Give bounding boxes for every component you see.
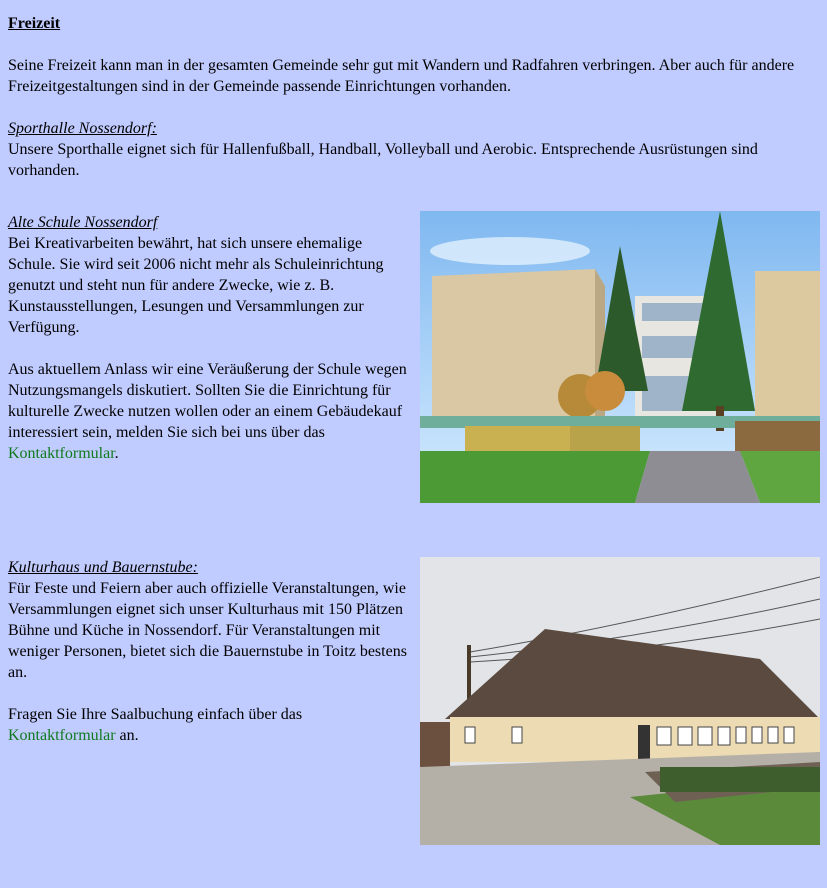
intro-paragraph: Seine Freizeit kann man in der gesamten Gemeinde sehr gut mit Wandern und Radfahren verbringen. Aber auch für andere Freizeitgestaltungen sind in der Gemeinde passende Einrichtungen vorhanden.	[8, 57, 795, 95]
kultur-contact-link[interactable]: Kontaktformular	[8, 727, 116, 744]
page-title: Freizeit	[8, 15, 61, 32]
section-sporthalle	[8, 118, 788, 181]
sporthalle-text: Unsere Sporthalle eignet sich für Hallenfußball, Handball, Volleyball und Aerobic. Entsprechende Ausrüstungen sind vorhanden.	[8, 141, 758, 179]
sporthalle-heading: Sporthalle Nossendorf:	[8, 120, 157, 137]
schule-paragraph-1: Bei Kreativarbeiten bewährt, hat sich unsere ehemalige Schule. Sie wird seit 2006 nicht mehr als Schuleinrichtung genutzt und steht nun für andere Zwecke, wie z. B. Kunstausstellungen, Lesungen und Versammlungen zur Verfügung.	[8, 235, 384, 336]
schule-paragraph-2-text: Aus aktuellem Anlass wir eine Veräußerung der Schule wegen Nutzungsmangels diskutiert. Sollten Sie die Einrichtung für kulturelle Zwecke nutzen wollen oder an einem Gebäudekauf interessiert sein, melden Sie sich bei uns über das	[8, 361, 407, 441]
kultur-paragraph-2-text: Fragen Sie Ihre Saalbuchung einfach über das	[8, 706, 303, 723]
schule-heading: Alte Schule Nossendorf	[8, 214, 158, 231]
kultur-paragraph-1	[8, 578, 413, 683]
kulturhaus-photo	[420, 557, 820, 845]
kultur-paragraph-2-end: an.	[119, 727, 139, 744]
kultur-heading: Kulturhaus und Bauernstube:	[8, 559, 198, 576]
schule-contact-link[interactable]: Kontaktformular	[8, 445, 115, 462]
kultur-paragraph-2	[8, 704, 413, 746]
kultur-line-2: Bühne und Küche in Nossendorf. Für Veranstaltungen mit weniger Personen, bietet sich die Bauernstube in Toitz bestens an.	[8, 622, 407, 681]
kultur-line-1: Für Feste und Feiern aber auch offizielle Veranstaltungen, wie Versammlungen eignet sich unser Kulturhaus mit 150 Plätzen	[8, 580, 406, 618]
section-alte-schule	[8, 212, 413, 464]
schule-paragraph-2	[8, 359, 413, 464]
page-content	[8, 0, 820, 888]
alte-schule-photo	[420, 211, 820, 503]
section-kulturhaus	[8, 557, 413, 746]
schule-paragraph-2-end: .	[114, 445, 119, 462]
